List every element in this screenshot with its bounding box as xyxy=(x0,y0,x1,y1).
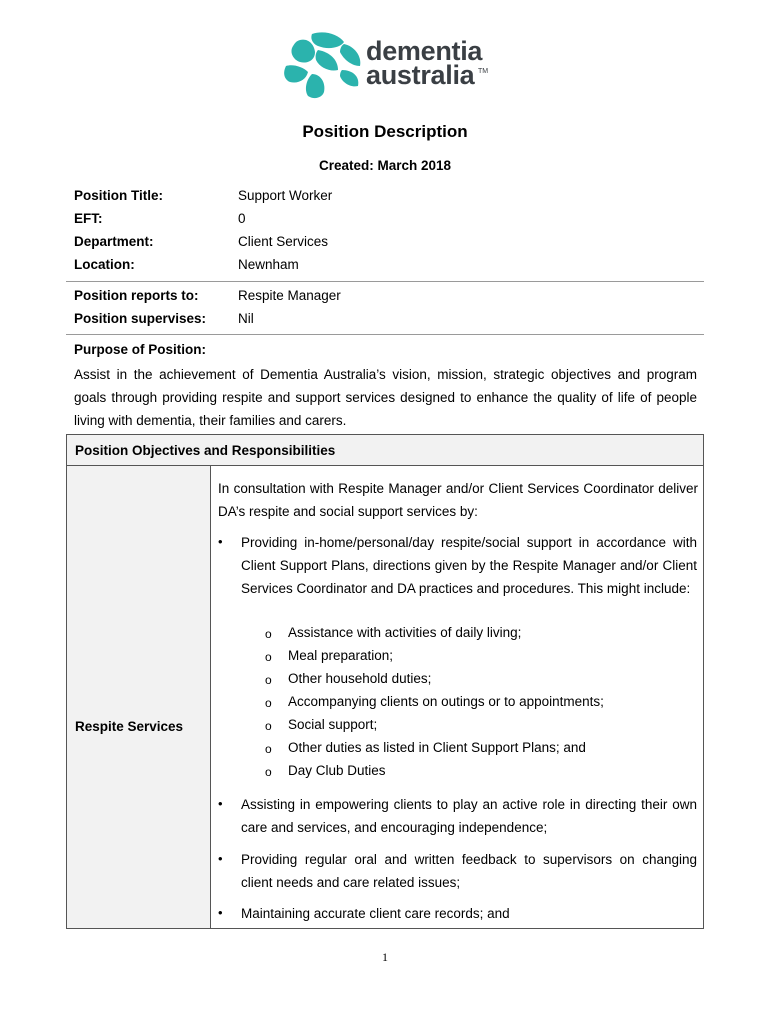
sub-list-item: Meal preparation; xyxy=(288,648,394,663)
purpose-heading: Purpose of Position: xyxy=(74,342,207,357)
page-number: 1 xyxy=(382,950,388,964)
logo-word-dementia: dementia xyxy=(366,36,483,66)
purpose-text: Assist in the achievement of Dementia Australia’s vision, mission, strategic objectives and program goals through providing respite and support services designed to enhance the quality of life of people living with dementia, their families and carers. xyxy=(74,367,697,428)
location-label: Location: xyxy=(74,257,135,272)
position-title-value: Support Worker xyxy=(238,188,333,203)
department-label: Department: xyxy=(74,234,154,249)
divider xyxy=(66,281,704,282)
sub-list-item: Social support; xyxy=(288,717,378,732)
table-header xyxy=(67,435,703,466)
eft-value: 0 xyxy=(238,211,246,226)
list-item: Providing regular oral and written feedback to supervisors on changing client needs and care related issues; xyxy=(241,852,697,890)
document-title: Position Description xyxy=(302,122,468,141)
dementia-australia-logo xyxy=(282,30,492,102)
divider xyxy=(66,334,704,335)
sub-list-item: Accompanying clients on outings or to appointments; xyxy=(288,694,604,709)
sub-bullet-icon: o xyxy=(265,627,272,641)
sub-list-item: Other duties as listed in Client Support Plans; and xyxy=(288,740,586,755)
sub-list-item: Other household duties; xyxy=(288,671,432,686)
position-title-label: Position Title: xyxy=(74,188,164,203)
table-heading: Position Objectives and Responsibilities xyxy=(75,443,336,458)
sub-list-item: Assistance with activities of daily living; xyxy=(288,625,522,640)
supervises-label: Position supervises: xyxy=(74,311,207,326)
sub-bullet-icon: o xyxy=(265,673,272,687)
department-value: Client Services xyxy=(238,234,329,249)
logo-word-australia: australia xyxy=(366,60,475,90)
location-value: Newnham xyxy=(238,257,299,272)
list-item: Assisting in empowering clients to play an active role in directing their own care and services, and encouraging independence; xyxy=(241,797,697,835)
created-date: Created: March 2018 xyxy=(318,158,452,173)
sub-bullet-icon: o xyxy=(265,650,272,664)
bullet-icon: • xyxy=(218,796,223,811)
bullet-icon: • xyxy=(218,851,223,866)
reports-to-value: Respite Manager xyxy=(238,288,341,303)
section-label-cell xyxy=(67,466,211,928)
sub-bullet-icon: o xyxy=(265,719,272,733)
eft-label: EFT: xyxy=(74,211,103,226)
reports-to-label: Position reports to: xyxy=(74,288,199,303)
list-item: Providing in-home/personal/day respite/social support in accordance with Client Support Plans, directions given by the Respite Manager and/or Client Services Coordinator and DA practices and procedures. This might include: xyxy=(241,535,697,596)
sub-bullet-icon: o xyxy=(265,742,272,756)
bullet-icon: • xyxy=(218,905,223,920)
sub-bullet-icon: o xyxy=(265,696,272,710)
sub-bullet-icon: o xyxy=(265,765,272,779)
brain-leaf-icon xyxy=(282,30,366,102)
supervises-value: Nil xyxy=(238,311,254,326)
bullet-icon: • xyxy=(218,534,223,549)
trademark-mark: TM xyxy=(478,68,489,75)
responsibilities-intro: In consultation with Respite Manager and/or Client Services Coordinator deliver DA’s respite and social support services by: xyxy=(218,481,698,519)
section-label: Respite Services xyxy=(75,719,184,734)
list-item: Maintaining accurate client care records; and xyxy=(241,906,510,921)
sub-list-item: Day Club Duties xyxy=(288,763,386,778)
